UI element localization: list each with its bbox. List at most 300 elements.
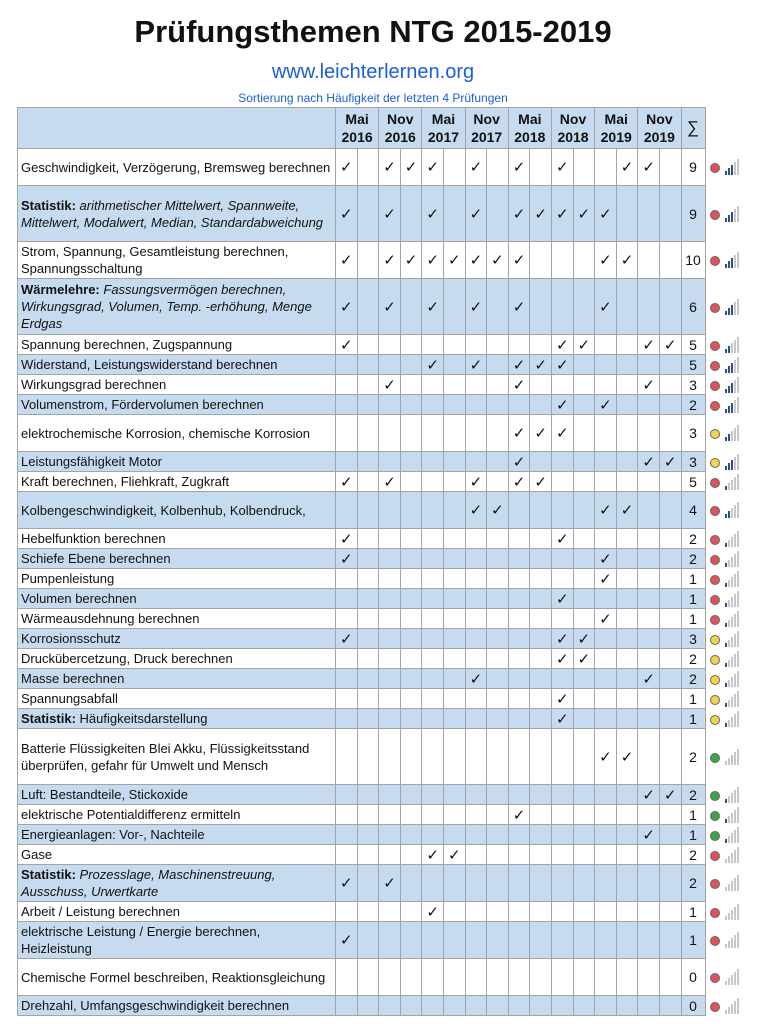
empty-cell [400,709,422,729]
table-row [18,529,764,549]
empty-cell [551,959,573,996]
topic-cell [18,709,336,729]
empty-cell [357,825,379,845]
empty-cell [659,529,681,549]
sum-cell: 1 [681,805,705,825]
empty-cell [379,649,401,669]
topic-text: elektrochemische Korrosion, chemische Korrosion [21,425,311,441]
empty-cell [573,452,595,472]
empty-cell [336,805,358,825]
empty-cell [551,922,573,959]
signal-bars-icon [725,502,739,518]
empty-cell [573,709,595,729]
table-row [18,609,764,629]
empty-cell [443,959,465,996]
empty-cell [508,395,530,415]
empty-cell [465,709,487,729]
topic-cell [18,395,336,415]
empty-cell [616,472,638,492]
empty-cell [357,922,379,959]
empty-cell [357,149,379,186]
signal-bars-icon [725,904,739,920]
empty-cell [616,902,638,922]
empty-cell [551,902,573,922]
empty-cell [616,649,638,669]
header-exam-year: 2018 [514,129,546,145]
empty-cell [422,785,444,805]
table-row [18,569,764,589]
indicator-cell [705,845,763,865]
empty-cell [595,845,617,865]
check-mark: ✓ [659,785,681,805]
empty-cell [443,589,465,609]
empty-cell [336,996,358,1016]
sum-cell: 6 [681,279,705,335]
sum-cell: 2 [681,395,705,415]
signal-bars-icon [725,691,739,707]
empty-cell [357,355,379,375]
empty-cell [616,375,638,395]
empty-cell [638,689,660,709]
empty-cell [573,355,595,375]
empty-cell [616,805,638,825]
empty-cell [336,395,358,415]
empty-cell [357,729,379,785]
table-row [18,415,764,452]
empty-cell [379,415,401,452]
status-dot-icon [710,381,720,391]
check-mark: ✓ [336,865,358,902]
empty-cell [400,649,422,669]
empty-cell [659,569,681,589]
check-mark: ✓ [551,649,573,669]
empty-cell [336,959,358,996]
empty-cell [400,996,422,1016]
indicator-cell [705,529,763,549]
status-dot-icon [710,555,720,565]
topic-cell [18,689,336,709]
topic-cell [18,669,336,689]
empty-cell [400,865,422,902]
empty-cell [573,865,595,902]
topic-text: Drehzahl, Umfangsgeschwindigkeit berechnen [21,998,290,1013]
status-dot-icon [710,936,720,946]
empty-cell [638,549,660,569]
empty-cell [400,355,422,375]
check-mark: ✓ [659,452,681,472]
check-mark: ✓ [422,186,444,242]
check-mark: ✓ [336,242,358,279]
empty-cell [379,629,401,649]
indicator-cell [705,709,763,729]
sum-cell: 1 [681,569,705,589]
empty-cell [336,669,358,689]
topic-cell [18,452,336,472]
empty-cell [357,649,379,669]
table-row [18,395,764,415]
empty-cell [530,922,552,959]
header-exam-month: Nov [387,111,414,127]
empty-cell [616,922,638,959]
empty-cell [336,375,358,395]
empty-cell [487,709,509,729]
empty-cell [530,689,552,709]
indicator-cell [705,729,763,785]
empty-cell [443,689,465,709]
empty-cell [595,865,617,902]
check-mark: ✓ [400,149,422,186]
status-dot-icon [710,715,720,725]
check-mark: ✓ [508,452,530,472]
empty-cell [465,629,487,649]
empty-cell [465,922,487,959]
header-exam-year: 2017 [427,129,460,145]
empty-cell [465,902,487,922]
empty-cell [638,609,660,629]
empty-cell [530,785,552,805]
empty-cell [530,669,552,689]
empty-cell [659,395,681,415]
check-mark: ✓ [422,279,444,335]
empty-cell [422,452,444,472]
empty-cell [551,609,573,629]
empty-cell [638,529,660,549]
empty-cell [659,689,681,709]
indicator-cell [705,242,763,279]
table-row [18,649,764,669]
topic-cell [18,865,336,902]
empty-cell [422,549,444,569]
indicator-cell [705,335,763,355]
empty-cell [659,729,681,785]
topic-text: Prozesslage, Maschinenstreuung, Ausschuss, Urwertkarte [21,867,276,899]
topic-label: Statistik: [21,711,76,726]
empty-cell [465,959,487,996]
empty-cell [336,452,358,472]
empty-cell [422,865,444,902]
check-mark: ✓ [422,845,444,865]
sum-cell: 5 [681,355,705,375]
empty-cell [573,279,595,335]
table-row [18,549,764,569]
signal-bars-icon [725,787,739,803]
check-mark: ✓ [508,375,530,395]
empty-cell [595,996,617,1016]
empty-cell [551,729,573,785]
table-row [18,669,764,689]
empty-cell [616,355,638,375]
empty-cell [573,415,595,452]
empty-cell [659,589,681,609]
empty-cell [487,529,509,549]
table-row [18,865,764,902]
empty-cell [616,395,638,415]
header-exam-month: Nov [646,111,673,127]
empty-cell [595,335,617,355]
empty-cell [659,472,681,492]
empty-cell [551,996,573,1016]
empty-cell [573,689,595,709]
empty-cell [530,529,552,549]
topic-label: Wärmelehre: [21,282,100,297]
empty-cell [422,825,444,845]
check-mark: ✓ [638,825,660,845]
check-mark: ✓ [422,902,444,922]
empty-cell [443,186,465,242]
sum-cell: 1 [681,609,705,629]
check-mark: ✓ [336,149,358,186]
status-dot-icon [710,811,720,821]
empty-cell [638,472,660,492]
empty-cell [357,529,379,549]
empty-cell [508,609,530,629]
empty-cell [379,845,401,865]
empty-cell [573,589,595,609]
empty-cell [487,279,509,335]
signal-bars-icon [725,875,739,891]
check-mark: ✓ [551,186,573,242]
empty-cell [379,805,401,825]
check-mark: ✓ [379,279,401,335]
empty-cell [508,669,530,689]
check-mark: ✓ [465,492,487,529]
empty-cell [616,865,638,902]
table-row [18,729,764,785]
empty-cell [422,689,444,709]
empty-cell [659,355,681,375]
check-mark: ✓ [551,589,573,609]
empty-cell [357,589,379,609]
empty-cell [659,415,681,452]
empty-cell [465,845,487,865]
empty-cell [487,549,509,569]
empty-cell [400,472,422,492]
status-dot-icon [710,879,720,889]
empty-cell [487,845,509,865]
empty-cell [638,395,660,415]
empty-cell [400,529,422,549]
topic-text: Kraft berechnen, Fliehkraft, Zugkraft [21,474,230,489]
empty-cell [443,395,465,415]
empty-cell [400,415,422,452]
empty-cell [530,709,552,729]
empty-cell [530,609,552,629]
website-link[interactable]: www.leichterlernen.org [271,61,475,83]
empty-cell [487,902,509,922]
indicator-cell [705,629,763,649]
check-mark: ✓ [595,729,617,785]
check-mark: ✓ [443,242,465,279]
indicator-cell [705,649,763,669]
empty-cell [357,669,379,689]
empty-cell [357,959,379,996]
status-dot-icon [710,303,720,313]
empty-cell [443,569,465,589]
empty-cell [659,902,681,922]
status-dot-icon [710,575,720,585]
empty-cell [595,825,617,845]
empty-cell [573,395,595,415]
status-dot-icon [710,908,720,918]
empty-cell [443,805,465,825]
empty-cell [443,149,465,186]
check-mark: ✓ [551,415,573,452]
empty-cell [508,629,530,649]
indicator-cell [705,452,763,472]
empty-cell [530,959,552,996]
empty-cell [595,689,617,709]
empty-cell [357,569,379,589]
empty-cell [595,629,617,649]
empty-cell [465,996,487,1016]
status-dot-icon [710,210,720,220]
empty-cell [465,825,487,845]
status-dot-icon [710,478,720,488]
status-dot-icon [710,635,720,645]
signal-bars-icon [725,571,739,587]
empty-cell [379,529,401,549]
empty-cell [530,865,552,902]
check-mark: ✓ [487,242,509,279]
empty-cell [573,669,595,689]
topic-text: elektrische Potentialdifferenz ermitteln [21,807,241,822]
empty-cell [336,689,358,709]
empty-cell [530,649,552,669]
signal-bars-icon [725,299,739,315]
check-mark: ✓ [379,149,401,186]
empty-cell [422,609,444,629]
empty-cell [573,729,595,785]
empty-cell [551,805,573,825]
check-mark: ✓ [508,472,530,492]
empty-cell [508,689,530,709]
header-exam-year: 2016 [341,129,373,145]
topic-text: Korrosionsschutz [21,631,121,646]
empty-cell [336,709,358,729]
check-mark: ✓ [465,472,487,492]
empty-cell [616,845,638,865]
check-mark: ✓ [595,609,617,629]
check-mark: ✓ [336,279,358,335]
empty-cell [638,589,660,609]
check-mark: ✓ [465,279,487,335]
check-mark: ✓ [530,355,552,375]
empty-cell [357,452,379,472]
empty-cell [422,805,444,825]
check-mark: ✓ [573,629,595,649]
status-dot-icon [710,256,720,266]
status-dot-icon [710,595,720,605]
empty-cell [551,845,573,865]
empty-cell [336,589,358,609]
empty-cell [573,149,595,186]
signal-bars-icon [725,932,739,948]
check-mark: ✓ [551,709,573,729]
status-dot-icon [710,655,720,665]
check-mark: ✓ [659,335,681,355]
empty-cell [357,785,379,805]
table-row [18,825,764,845]
check-mark: ✓ [573,186,595,242]
empty-cell [422,415,444,452]
page-title: Prüfungsthemen NTG 2015-2019 [134,14,612,49]
check-mark: ✓ [595,395,617,415]
header-exam [379,108,422,149]
empty-cell [465,805,487,825]
empty-cell [357,242,379,279]
signal-bars-icon [725,631,739,647]
empty-cell [638,355,660,375]
empty-cell [336,649,358,669]
indicator-cell [705,415,763,452]
empty-cell [616,415,638,452]
empty-cell [551,669,573,689]
empty-cell [357,492,379,529]
empty-cell [638,729,660,785]
empty-cell [616,959,638,996]
empty-cell [379,959,401,996]
empty-cell [573,825,595,845]
indicator-cell [705,549,763,569]
check-mark: ✓ [595,279,617,335]
check-mark: ✓ [595,492,617,529]
topic-text: Hebelfunktion berechnen [21,531,166,546]
empty-cell [487,452,509,472]
empty-cell [379,922,401,959]
empty-cell [530,845,552,865]
topic-text: Chemische Formel beschreiben, Reaktionsgleichung [21,969,326,985]
empty-cell [422,472,444,492]
topic-text: Leistungsfähigkeit Motor [21,454,162,469]
empty-cell [508,996,530,1016]
check-mark: ✓ [638,785,660,805]
empty-cell [379,589,401,609]
sum-cell: 5 [681,472,705,492]
sum-cell: 2 [681,845,705,865]
empty-cell [443,785,465,805]
empty-cell [616,629,638,649]
check-mark: ✓ [508,355,530,375]
empty-cell [616,785,638,805]
empty-cell [573,785,595,805]
topic-text: Widerstand, Leistungswiderstand berechnen [21,357,278,372]
empty-cell [638,922,660,959]
empty-cell [400,805,422,825]
empty-cell [638,902,660,922]
table-row [18,589,764,609]
empty-cell [422,589,444,609]
check-mark: ✓ [379,242,401,279]
header-exam-month: Mai [518,111,542,127]
empty-cell [357,902,379,922]
empty-cell [400,959,422,996]
empty-cell [336,825,358,845]
empty-cell [487,865,509,902]
check-mark: ✓ [551,529,573,549]
check-mark: ✓ [638,335,660,355]
check-mark: ✓ [616,492,638,529]
signal-bars-icon [725,531,739,547]
empty-cell [638,415,660,452]
empty-cell [530,569,552,589]
signal-bars-icon [725,551,739,567]
empty-cell [659,242,681,279]
sum-cell: 1 [681,589,705,609]
check-mark: ✓ [551,335,573,355]
empty-cell [422,375,444,395]
topic-cell [18,335,336,355]
sum-cell: 2 [681,729,705,785]
